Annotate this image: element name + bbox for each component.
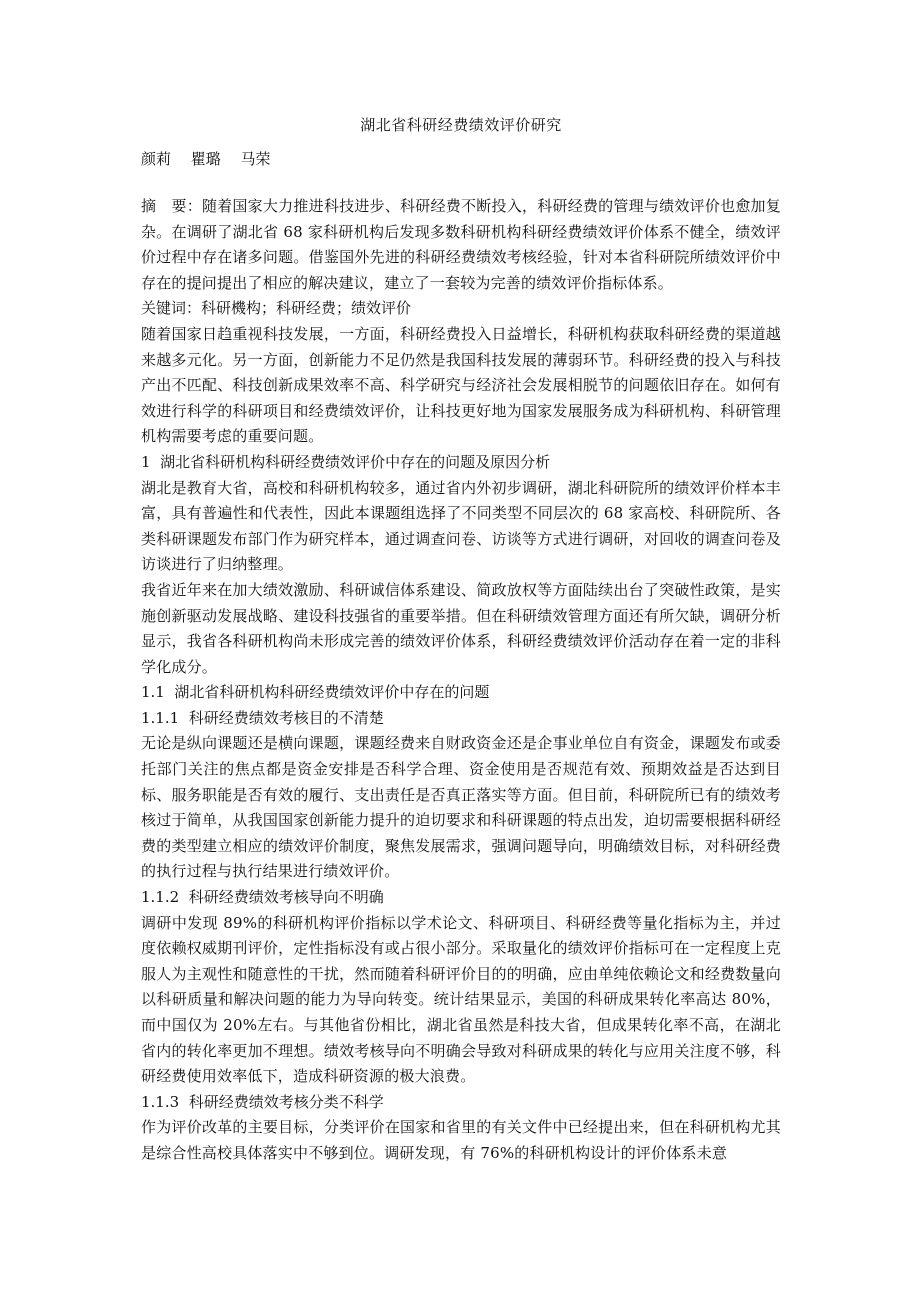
section-1-1-2-paragraph: 调研中发现 89%的科研机构评价指标以学术论文、科研项目、科研经费等量化指标为主，并过度依赖权威期刊评价，定性指标没有或占很小部分。采取量化的绩效评价指标可在一定程度上克服人为主观性和随意性的干扰，然而随着科研评价目的的明确，应由单纯依赖论文和经费数量向以科研质量和解决问题的能力为导向转变。统计结果显示，美国的科研成果转化率高达 80%，而中国仅为 20%左右。与其他省份相比，湖北省虽然是科技大省，但成果转化率不高，在湖北省内的转化率更加不理想。绩效考核导向不明确会导致对科研成果的转化与应用关注度不够，科研经费使用效率低下，造成科研资源的极大浪费。 [141,913,781,1086]
intro-paragraph: 随着国家日趋重视科技发展，一方面，科研经费投入日益增长，科研机构获取科研经费的渠道越来越多元化。另一方面，创新能力不足仍然是我国科技发展的薄弱环节。科研经费的投入与科技产出不匹配、科技创新成果效率不高、科学研究与经济社会发展相脱节的问题依旧存在。如何有效进行科学的科研项目和经费绩效评价，让科技更好地为国家发展服务成为科研机构、科研管理机构需要考虑的重要问题。 [141,324,781,446]
section-1-1-3-heading: 1.1.3 科研经费绩效考核分类不科学 [141,1092,384,1111]
document-title: 湖北省科研经费绩效评价研究 [360,116,562,134]
section-1-1-2-heading: 1.1.2 科研经费绩效考核导向不明确 [141,888,384,907]
section-1-paragraph-1: 湖北是教育大省，高校和科研机构较多，通过省内外初步调研，湖北科研院所的绩效评价样本丰富，具有普遍性和代表性，因此本课题组选择了不同类型不同层次的 68 家高校、科研院所、各类科研课题发布部门作为研究样本，通过调查问卷、访谈等方式进行调研，对回收的调查问卷及访谈进行了归纳整理。 [141,478,781,574]
section-1-heading: 1 湖北省科研机构科研经费绩效评价中存在的问题及原因分析 [141,452,551,471]
section-1-1-1-paragraph: 无论是纵向课题还是横向课题，课题经费来自财政资金还是企事业单位自有资金，课题发布或委托部门关注的焦点都是资金安排是否科学合理、资金使用是否规范有效、预期效益是否达到目标、服务职能是否有效的履行、支出责任是否真正落实等方面。但目前，科研院所已有的绩效考核过于简单，从我国国家创新能力提升的迫切要求和科研课题的特点出发，迫切需要根据科研经费的类型建立相应的绩效评价制度，聚焦发展需求，强调问题导向，明确绩效目标，对科研经费的执行过程与执行结果进行绩效评价。 [141,734,781,881]
section-1-1-heading: 1.1 湖北省科研机构科研经费绩效评价中存在的问题 [141,683,490,702]
document-authors: 颜莉 瞿璐 马荣 [141,150,271,168]
section-1-1-3-paragraph: 作为评价改革的主要目标，分类评价在国家和省里的有关文件中已经提出来，但在科研机构尤其是综合性高校具体落实中不够到位。调研发现，有 76%的科研机构设计的评价体系未意 [141,1118,781,1162]
section-1-1-1-heading: 1.1.1 科研经费绩效考核目的不清楚 [141,708,384,727]
abstract-paragraph: 摘 要：随着国家大力推进科技进步、科研经费不断投入，科研经费的管理与绩效评价也愈加复杂。在调研了湖北省 68 家科研机构后发现多数科研机构科研经费绩效评价体系不健全，绩效评价过程中存在诸多问题。借鉴国外先进的科研经费绩效考核经验，针对本省科研院所绩效评价中存在的提问提出了相应的解决建议，建立了一套较为完善的绩效评价指标体系。 [141,197,781,292]
keywords-line: 关键词：科研機构；科研经费；绩效评价 [141,299,412,318]
section-1-paragraph-2: 我省近年来在加大绩效激励、科研诚信体系建设、简政放权等方面陆续出台了突破性政策，是实施创新驱动发展战略、建设科技强省的重要举措。但在科研绩效管理方面还有所欠缺，调研分析显示，我省各科研机构尚未形成完善的绩效评价体系，科研经费绩效评价活动存在着一定的非科学化成分。 [141,580,781,676]
